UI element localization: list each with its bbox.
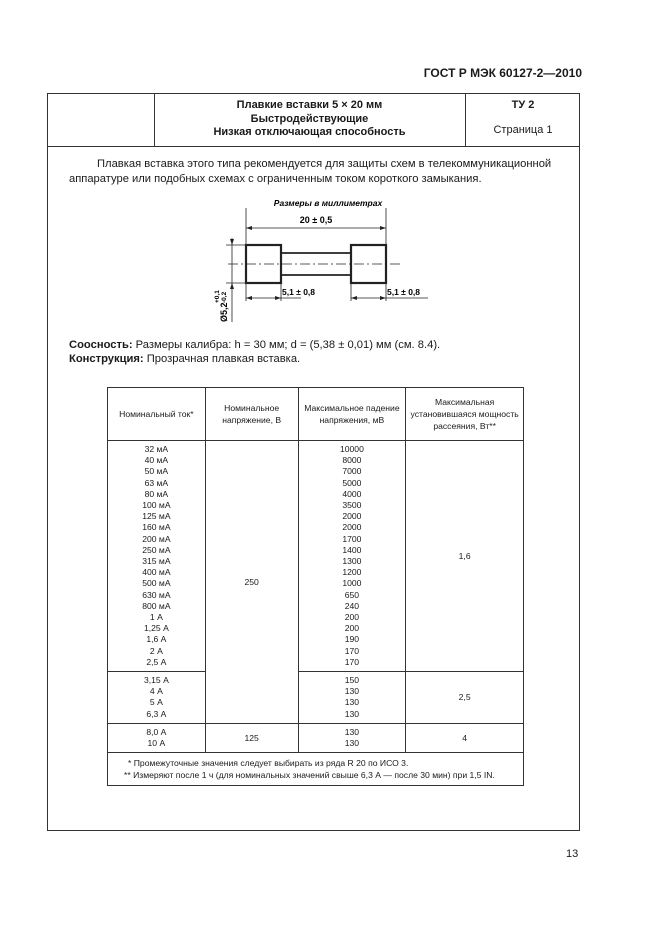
cap-left-arrow-a <box>246 296 252 300</box>
drops-group-2 <box>298 672 406 724</box>
table-cell-value: 6,3 А <box>146 708 167 719</box>
header-voltage: Номинальное напряжение, В <box>205 388 298 441</box>
table-cell-value: 240 <box>344 600 360 611</box>
table-cell-value: 2000 <box>342 522 362 533</box>
table-cell-value: 1400 <box>342 544 362 555</box>
table-cell-value: 130 <box>344 726 360 737</box>
arrow-right <box>380 226 386 230</box>
table-cell-value: 100 мА <box>142 500 171 511</box>
table-cell-value: 200 <box>344 612 360 623</box>
intro-paragraph: Плавкая вставка этого типа рекомендуется для защиты схем в телекоммуникационной аппаратуре или подобных схемах с ограниченным током короткого замыкания. <box>69 158 552 185</box>
cap-left-length-label: 5,1 ± 0,8 <box>282 287 316 297</box>
table-cell-value: 630 мА <box>142 589 171 600</box>
table-cell-value: 1,6 А <box>146 634 167 645</box>
dia-arrow-bottom <box>230 283 234 289</box>
table-cell-value: 200 мА <box>142 533 171 544</box>
table-cell-value: 1,25 А <box>143 623 169 634</box>
table-cell-value: 160 мА <box>142 522 171 533</box>
table-row-group-3 <box>108 723 524 752</box>
table-cell-value: 40 мА <box>144 455 169 466</box>
cap-right-length-label: 5,1 ± 0,8 <box>387 287 421 297</box>
table-cell-value: 315 мА <box>142 556 171 567</box>
title-line-2: Быстродействующие <box>250 112 369 125</box>
table-cell-value: 10000 <box>339 444 364 454</box>
table-cell-value: 2,5 А <box>146 656 167 667</box>
diameter-label: Ø5,2 <box>219 302 229 322</box>
header-title <box>154 99 465 140</box>
standard-code: ГОСТ Р МЭК 60127-2—2010 <box>423 66 582 80</box>
header-blank-cell <box>48 94 155 146</box>
table-cell-value: 800 мА <box>142 600 171 611</box>
table-header-row <box>108 388 524 441</box>
table-footnote-row <box>108 753 524 786</box>
coaxiality-text: Размеры калибра: h = 30 мм; d = (5,38 ± 0,01) мм (см. 8.4). <box>132 339 441 351</box>
table-cell-value: 3,15 А <box>143 675 169 686</box>
drawing-caption: Размеры в миллиметрах <box>273 198 383 208</box>
table-cell-value: 1000 <box>342 578 362 589</box>
table-cell-value: 8,0 А <box>146 726 167 737</box>
table-cell-value: 1300 <box>342 556 362 567</box>
overall-length-label: 20 ± 0,5 <box>299 215 333 225</box>
table-cell-value: 125 мА <box>142 511 171 522</box>
table-row-group-1 <box>108 441 524 672</box>
table-cell-value: 170 <box>344 656 360 667</box>
table-cell-value: 3500 <box>342 500 362 511</box>
sheet-page: Страница 1 <box>493 124 553 136</box>
header-drop: Максимальное падение напряжения, мВ <box>298 388 406 441</box>
table-cell-value: 5 А <box>149 697 163 708</box>
cap-right-arrow-b <box>380 296 386 300</box>
construction-note <box>69 352 577 366</box>
arrow-left <box>246 226 252 230</box>
table-cell-value: 63 мА <box>144 477 169 488</box>
table-cell-value: 130 <box>344 738 360 749</box>
table-cell-value: 130 <box>344 697 360 708</box>
drops-group-1 <box>298 441 406 672</box>
table-cell-value: 500 мА <box>142 578 171 589</box>
sheet-frame <box>47 93 580 831</box>
table-cell-value: 2 А <box>149 645 163 656</box>
table-cell-value: 130 <box>344 686 360 697</box>
table-cell-value: 400 мА <box>142 567 171 578</box>
dia-arrow-top <box>230 239 234 245</box>
drops-group-3 <box>298 723 406 752</box>
table-cell-value: 80 мА <box>144 488 169 499</box>
diameter-tol-lower: -0,2 <box>221 291 228 303</box>
coaxiality-note <box>69 338 577 352</box>
power-group-1: 1,6 <box>406 441 524 672</box>
table-cell-value: 4 А <box>149 686 163 697</box>
currents-group-3 <box>108 723 206 752</box>
title-line-1: Плавкие вставки 5 × 20 мм <box>236 99 383 111</box>
table-cell-value: 7000 <box>342 466 362 477</box>
table-cell-value: 650 <box>344 589 360 600</box>
page-number: 13 <box>566 848 579 860</box>
table-cell-value: 5000 <box>342 477 362 488</box>
table-cell-value: 4000 <box>342 488 362 499</box>
table-cell-value: 1 А <box>149 612 163 623</box>
construction-label: Конструкция: <box>69 353 144 365</box>
footnote-1: * Промежуточные значения следует выбирать из ряда R 20 по ИСО 3. <box>128 758 409 769</box>
header-current: Номинальный ток* <box>108 388 206 441</box>
sheet-header <box>48 94 579 147</box>
table-cell-value: 150 <box>344 675 360 686</box>
table-cell-value: 170 <box>344 645 360 656</box>
power-group-2: 2,5 <box>406 672 524 724</box>
sheet-code: ТУ 2 <box>511 99 535 111</box>
table-cell-value: 250 мА <box>142 544 171 555</box>
table-cell-value: 130 <box>344 708 360 719</box>
voltage-group-3: 125 <box>205 723 298 752</box>
diameter-tol-upper: +0,1 <box>214 290 221 303</box>
currents-group-1 <box>108 441 206 672</box>
coaxiality-label: Соосность: <box>69 339 133 351</box>
cap-right-arrow-a <box>351 296 357 300</box>
table-cell-value: 2000 <box>342 511 362 522</box>
title-line-3: Низкая отключающая способность <box>213 126 406 138</box>
table-cell-value: 32 мА <box>144 444 169 454</box>
ratings-table <box>107 387 524 786</box>
diameter-label-group <box>214 290 229 322</box>
cap-left-arrow-b <box>275 296 281 300</box>
table-cell-value: 10 А <box>147 738 166 749</box>
table-footnotes <box>108 753 524 786</box>
table-cell-value: 190 <box>344 634 360 645</box>
voltage-250-cell: 250 <box>205 441 298 724</box>
fuse-dimension-drawing <box>198 198 458 328</box>
footnote-2: ** Измеряют после 1 ч (для номинальных значений свыше 6,3 А — после 30 мин) при 1,5 IN. <box>124 770 495 781</box>
header-sheet-info <box>465 94 580 146</box>
table-cell-value: 8000 <box>342 455 362 466</box>
power-group-3: 4 <box>406 723 524 752</box>
table-cell-value: 200 <box>344 623 360 634</box>
construction-text: Прозрачная плавкая вставка. <box>143 353 301 365</box>
table-row-group-2 <box>108 672 524 724</box>
notes-block <box>69 338 577 366</box>
header-dissipation: Максимальная установившаяся мощность рассеяния, Вт** <box>406 388 524 441</box>
table-cell-value: 50 мА <box>144 466 169 477</box>
table-cell-value: 1700 <box>342 533 362 544</box>
currents-group-2 <box>108 672 206 724</box>
table-cell-value: 1200 <box>342 567 362 578</box>
